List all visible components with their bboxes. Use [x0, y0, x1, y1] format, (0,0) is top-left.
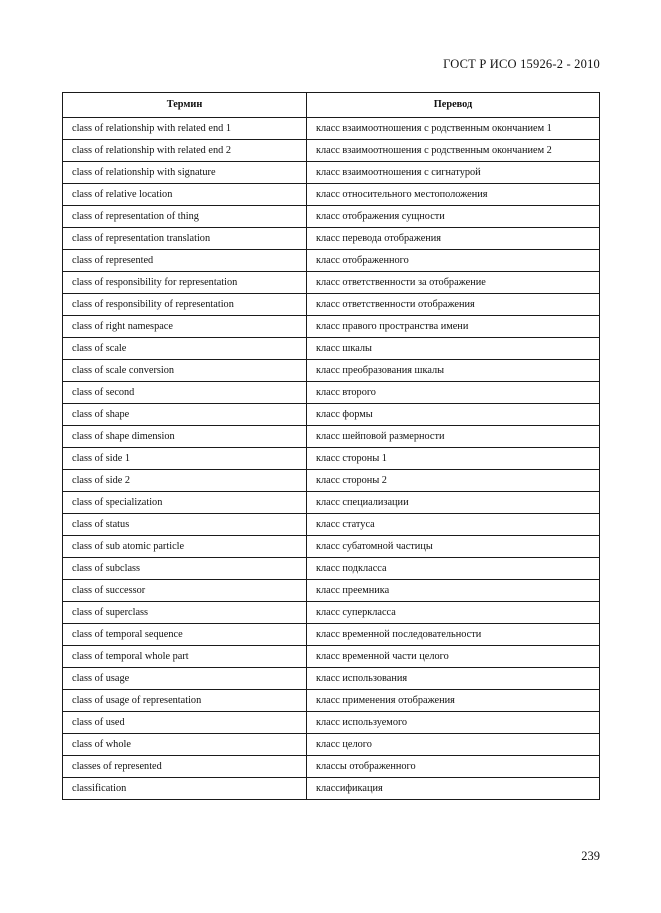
translation-cell: класс подкласса	[307, 558, 600, 580]
term-cell: class of superclass	[63, 602, 307, 624]
term-cell: classes of represented	[63, 756, 307, 778]
table-row	[63, 294, 600, 316]
term-cell: class of temporal sequence	[63, 624, 307, 646]
table-row	[63, 184, 600, 206]
term-cell: class of specialization	[63, 492, 307, 514]
translation-cell: класс шейповой размерности	[307, 426, 600, 448]
translation-cell: класс ответственности за отображение	[307, 272, 600, 294]
table-row	[63, 118, 600, 140]
term-cell: class of second	[63, 382, 307, 404]
term-cell: class of relationship with signature	[63, 162, 307, 184]
table-row	[63, 492, 600, 514]
column-header-term: Термин	[63, 93, 307, 118]
translation-cell: класс относительного местоположения	[307, 184, 600, 206]
translation-cell: класс ответственности отображения	[307, 294, 600, 316]
term-cell: class of responsibility of representation	[63, 294, 307, 316]
term-cell: class of shape	[63, 404, 307, 426]
page-number: 239	[581, 849, 600, 863]
translation-cell: класс правого пространства имени	[307, 316, 600, 338]
translation-cell: классы отображенного	[307, 756, 600, 778]
translation-cell: класс отображенного	[307, 250, 600, 272]
term-cell: class of status	[63, 514, 307, 536]
table-row	[63, 536, 600, 558]
table-row	[63, 250, 600, 272]
translation-cell: класс взаимоотношения с родственным окончанием 2	[307, 140, 600, 162]
term-cell: classification	[63, 778, 307, 800]
table-row	[63, 580, 600, 602]
table-row	[63, 360, 600, 382]
term-cell: class of represented	[63, 250, 307, 272]
table-row	[63, 206, 600, 228]
table-row	[63, 338, 600, 360]
term-cell: class of representation translation	[63, 228, 307, 250]
term-cell: class of usage	[63, 668, 307, 690]
term-cell: class of subclass	[63, 558, 307, 580]
table-row	[63, 162, 600, 184]
translation-cell: класс статуса	[307, 514, 600, 536]
translation-cell: класс субатомной частицы	[307, 536, 600, 558]
term-cell: class of usage of representation	[63, 690, 307, 712]
term-cell: class of relative location	[63, 184, 307, 206]
table-row	[63, 382, 600, 404]
translation-cell: класс взаимоотношения с сигнатурой	[307, 162, 600, 184]
table-row	[63, 228, 600, 250]
term-cell: class of shape dimension	[63, 426, 307, 448]
table-row	[63, 514, 600, 536]
translation-cell: класс стороны 1	[307, 448, 600, 470]
translation-cell: класс преемника	[307, 580, 600, 602]
translation-cell: класс используемого	[307, 712, 600, 734]
document-header: ГОСТ Р ИСО 15926-2 - 2010	[443, 57, 600, 71]
table-row	[63, 712, 600, 734]
translation-cell: класс временной части целого	[307, 646, 600, 668]
term-cell: class of sub atomic particle	[63, 536, 307, 558]
table-row	[63, 470, 600, 492]
term-cell: class of representation of thing	[63, 206, 307, 228]
table-row	[63, 448, 600, 470]
translation-cell: класс использования	[307, 668, 600, 690]
table-body	[63, 118, 600, 800]
translation-cell: класс применения отображения	[307, 690, 600, 712]
translation-cell: классификация	[307, 778, 600, 800]
term-cell: class of scale conversion	[63, 360, 307, 382]
translation-cell: класс взаимоотношения с родственным окончанием 1	[307, 118, 600, 140]
table-row	[63, 602, 600, 624]
table-row	[63, 756, 600, 778]
term-cell: class of scale	[63, 338, 307, 360]
term-cell: class of right namespace	[63, 316, 307, 338]
table-row	[63, 404, 600, 426]
column-header-translation: Перевод	[307, 93, 600, 118]
term-cell: class of temporal whole part	[63, 646, 307, 668]
translation-cell: класс специализации	[307, 492, 600, 514]
table-header-row	[63, 93, 600, 118]
term-cell: class of whole	[63, 734, 307, 756]
table-row	[63, 316, 600, 338]
term-cell: class of successor	[63, 580, 307, 602]
table-row	[63, 778, 600, 800]
translation-cell: класс шкалы	[307, 338, 600, 360]
term-cell: class of relationship with related end 1	[63, 118, 307, 140]
translation-cell: класс второго	[307, 382, 600, 404]
table-row	[63, 140, 600, 162]
translation-cell: класс стороны 2	[307, 470, 600, 492]
table-row	[63, 426, 600, 448]
table-row	[63, 272, 600, 294]
translation-cell: класс перевода отображения	[307, 228, 600, 250]
term-cell: class of used	[63, 712, 307, 734]
table-row	[63, 668, 600, 690]
translation-cell: класс формы	[307, 404, 600, 426]
translation-cell: класс временной последовательности	[307, 624, 600, 646]
table-row	[63, 734, 600, 756]
term-cell: class of side 1	[63, 448, 307, 470]
table-row	[63, 646, 600, 668]
translation-cell: класс преобразования шкалы	[307, 360, 600, 382]
terms-table	[62, 92, 600, 800]
table-row	[63, 558, 600, 580]
translation-cell: класс отображения сущности	[307, 206, 600, 228]
term-cell: class of side 2	[63, 470, 307, 492]
translation-cell: класс целого	[307, 734, 600, 756]
table-row	[63, 690, 600, 712]
term-cell: class of relationship with related end 2	[63, 140, 307, 162]
translation-cell: класс суперкласса	[307, 602, 600, 624]
term-cell: class of responsibility for representation	[63, 272, 307, 294]
table-row	[63, 624, 600, 646]
